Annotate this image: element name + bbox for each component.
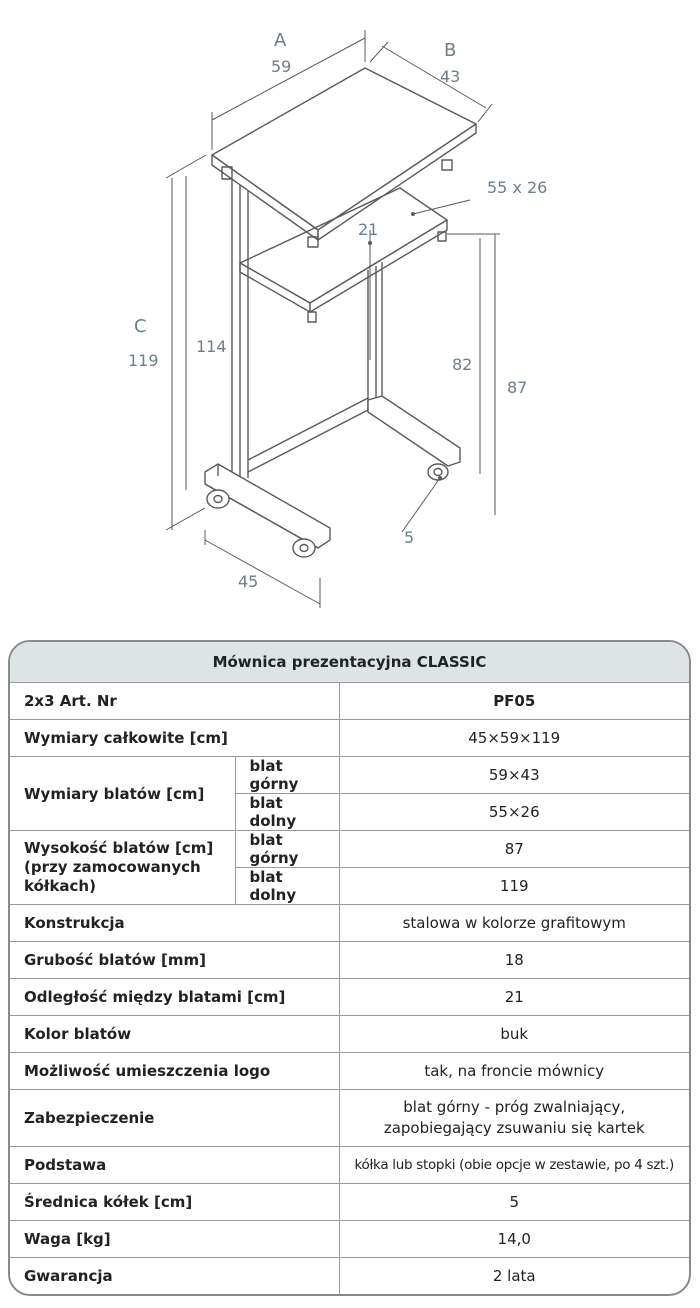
- table-row: [10, 1053, 689, 1090]
- dim-gap: 21: [358, 220, 379, 239]
- row-label: Wymiary całkowite [cm]: [10, 720, 339, 757]
- row-label: Zabezpieczenie: [10, 1090, 339, 1147]
- table-row: [10, 1090, 689, 1147]
- table-row: [10, 979, 689, 1016]
- table-row: [10, 1258, 689, 1295]
- row-label: Waga [kg]: [10, 1221, 339, 1258]
- table-row: [10, 905, 689, 942]
- table-row: [10, 757, 689, 794]
- row-label: Odległość między blatami [cm]: [10, 979, 339, 1016]
- dim-b-value: 43: [440, 67, 461, 86]
- dim-114: 114: [196, 337, 227, 356]
- row-value: stalowa w kolorze grafitowym: [339, 905, 689, 942]
- dim-87: 87: [507, 378, 528, 397]
- dim-a-letter: A: [274, 30, 287, 51]
- row-label: Kolor blatów: [10, 1016, 339, 1053]
- row-value: 2 lata: [339, 1258, 689, 1295]
- row-label: Konstrukcja: [10, 905, 339, 942]
- dim-c-value: 119: [128, 351, 159, 370]
- row-value: kółka lub stopki (obie opcje w zestawie, po 4 szt.): [339, 1147, 689, 1184]
- row-value: 18: [339, 942, 689, 979]
- spec-table: [8, 640, 691, 1296]
- table-row: [10, 1221, 689, 1258]
- row-sublabel: blat dolny: [235, 868, 339, 905]
- row-value: 119: [339, 868, 689, 905]
- dim-wheel: 5: [404, 528, 415, 547]
- row-sublabel: blat górny: [235, 831, 339, 868]
- row-value: 21: [339, 979, 689, 1016]
- row-value: 59×43: [339, 757, 689, 794]
- row-label: Podstawa: [10, 1147, 339, 1184]
- table-row: [10, 942, 689, 979]
- dim-82: 82: [452, 355, 473, 374]
- row-value: buk: [339, 1016, 689, 1053]
- row-value: 14,0: [339, 1221, 689, 1258]
- table-row: [10, 1147, 689, 1184]
- table-row: [10, 683, 689, 720]
- row-label: Gwarancja: [10, 1258, 339, 1295]
- row-value: 87: [339, 831, 689, 868]
- row-value: 45×59×119: [339, 720, 689, 757]
- row-label-line: kółkach): [24, 877, 96, 895]
- row-value: PF05: [339, 683, 689, 720]
- table-row: [10, 831, 689, 868]
- row-label-line: Wysokość blatów [cm]: [24, 839, 214, 857]
- table-row: [10, 1016, 689, 1053]
- table-row: [10, 1184, 689, 1221]
- row-value: [339, 1090, 689, 1147]
- row-label: [10, 831, 235, 905]
- dim-b-letter: B: [444, 40, 457, 61]
- row-label: 2x3 Art. Nr: [10, 683, 339, 720]
- table-title-row: [10, 642, 689, 683]
- row-sublabel: blat górny: [235, 757, 339, 794]
- dim-a-value: 59: [271, 57, 292, 76]
- dim-shelf: 55 x 26: [487, 178, 548, 197]
- row-value-line: zapobiegający zsuwaniu się kartek: [383, 1119, 645, 1137]
- row-label: Wymiary blatów [cm]: [10, 757, 235, 831]
- table-row: [10, 720, 689, 757]
- dim-c-letter: C: [134, 316, 147, 337]
- row-label-line: (przy zamocowanych: [24, 858, 201, 876]
- table-title: Mównica prezentacyjna CLASSIC: [10, 642, 689, 683]
- row-value: tak, na froncie mównicy: [339, 1053, 689, 1090]
- row-value-line: blat górny - próg zwalniający,: [403, 1098, 626, 1116]
- row-label: Średnica kółek [cm]: [10, 1184, 339, 1221]
- row-label: Grubość blatów [mm]: [10, 942, 339, 979]
- row-value: 55×26: [339, 794, 689, 831]
- row-sublabel: blat dolny: [235, 794, 339, 831]
- row-label: Możliwość umieszczenia logo: [10, 1053, 339, 1090]
- row-value: 5: [339, 1184, 689, 1221]
- dim-depth: 45: [238, 572, 259, 591]
- top-desk: [212, 68, 476, 230]
- lectern-diagram: [0, 0, 700, 620]
